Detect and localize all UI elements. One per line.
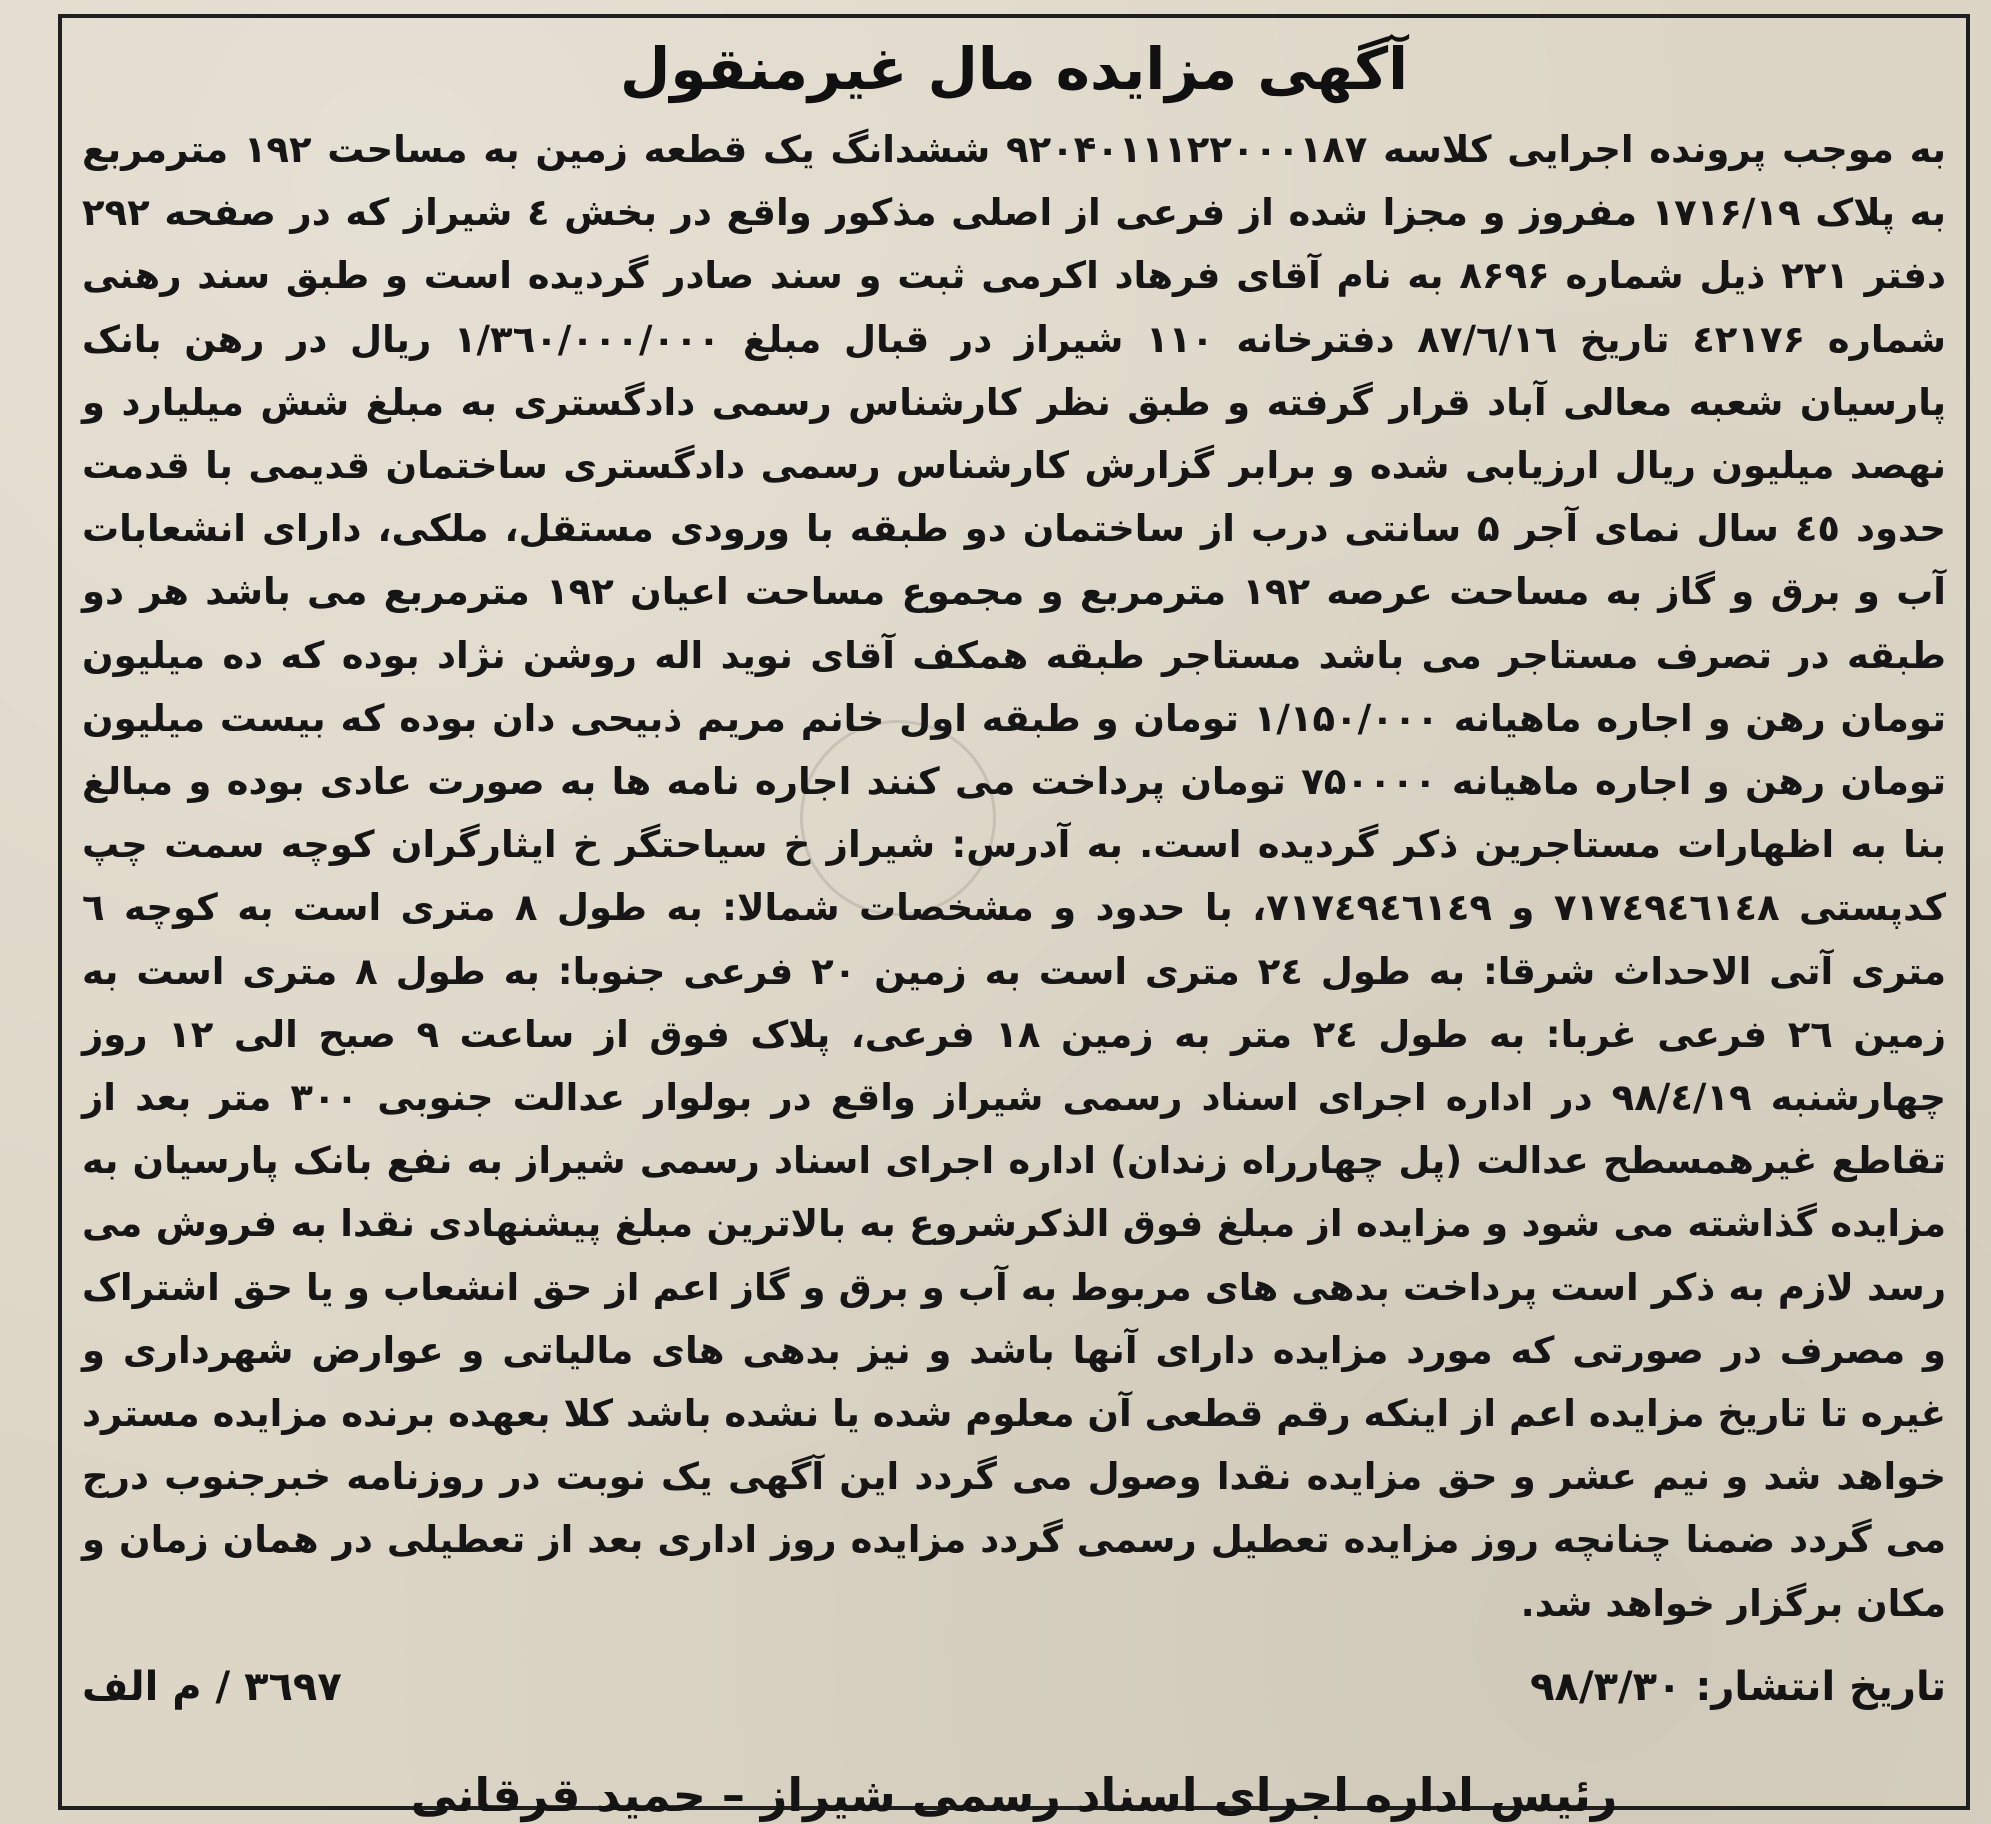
notice-title: آگهی مزایده مال غیرمنقول — [620, 35, 1408, 103]
notice-footer — [82, 1655, 1946, 1719]
notice-body: به موجب پرونده اجرایی کلاسه ۹۲۰۴۰۱۱۱۲۲۰۰۰۱۸۷ ششدانگ یک قطعه زمین به مساحت ۱۹۲ مترمربع به پلاک ۱۷۱۶/۱۹ مفروز و مجزا شده از فرعی از اصلی مذکور واقع در بخش ٤ شیراز که در صفحه ۲۹۲ دفتر ۲۲۱ ذیل شماره ۸۶۹۶ به نام آقای فرهاد اکرمی ثبت و سند صادر گردیده است و طبق سند رهنی شماره ٤۲۱۷۶ تاریخ ۸۷/٦/۱٦ دفترخانه ۱۱۰ شیراز در قبال مبلغ ۱/۳٦۰/۰۰۰/۰۰۰ ریال در رهن بانک پارسیان شعبه معالی آباد قرار گرفته و طبق نظر کارشناس رسمی دادگستری به مبلغ شش میلیارد و نهصد میلیون ریال ارزیابی شده و برابر گزارش کارشناس رسمی دادگستری ساختمان قدیمی با قدمت حدود ٤٥ سال نمای آجر ۵ سانتی درب از ساختمان دو طبقه با ورودی مستقل، ملکی، دارای انشعابات آب و برق و گاز به مساحت عرصه ۱۹۲ مترمربع و مجموع مساحت اعیان ۱۹۲ مترمربع می باشد هر دو طبقه در تصرف مستاجر می باشد مستاجر طبقه همکف آقای نوید اله روشن نژاد بوده که ده میلیون تومان رهن و اجاره ماهیانه ۱/۱۵۰/۰۰۰ تومان و طبقه اول خانم مریم ذبیحی دان بوده که بیست میلیون تومان رهن و اجاره ماهیانه ۷۵۰۰۰۰ تومان پرداخت می کنند اجاره نامه ها به صورت عادی بوده و مبالغ بنا به اظهارات مستاجرین ذکر گردیده است. به آدرس: شیراز خ سیاحتگر خ ایثارگران کوچه سمت چپ کدپستی ۷۱۷٤۹٤٦۱٤۸ و ۷۱۷٤۹٤٦۱٤۹، با حدود و مشخصات شمالا: به طول ۸ متری است به کوچه ٦ متری آتی الاحداث شرقا: به طول ۲٤ متری است به زمین ۲۰ فرعی جنوبا: به طول ۸ متری است به زمین ۲٦ فرعی غربا: به طول ۲٤ متر به زمین ۱۸ فرعی، پلاک فوق از ساعت ۹ صبح الی ۱۲ روز چهارشنبه ۹۸/٤/۱۹ در اداره اجرای اسناد رسمی شیراز واقع در بولوار عدالت جنوبی ۳۰۰ متر بعد از تقاطع غیرهمسطح عدالت (پل چهارراه زندان) اداره اجرای اسناد رسمی شیراز به نفع بانک پارسیان به مزایده گذاشته می شود و مزایده از مبلغ فوق الذکرشروع به بالاترین مبلغ پیشنهادی نقدا به فروش می رسد لازم به ذکر است پرداخت بدهی های مربوط به آب و برق و گاز اعم از حق انشعاب و یا حق اشتراک و مصرف در صورتی که مورد مزایده دارای آنها باشد و نیز بدهی های مالیاتی و عوارض شهرداری و غیره تا تاریخ مزایده اعم از اینکه رقم قطعی آن معلوم شده یا نشده باشد کلا بعهده برنده مزایده مسترد خواهد شد و نیم عشر و حق مزایده نقدا وصول می گردد این آگهی یک نوبت در روزنامه خبرجنوب درج می گردد ضمنا چنانچه روز مزایده تعطیل رسمی گردد مزایده روز اداری بعد از تعطیلی در همان زمان و مکان برگزار خواهد شد. — [82, 128, 1947, 1625]
publish-date: تاریخ انتشار: ۹۸/۳/۳۰ — [1530, 1663, 1946, 1710]
notice-frame — [58, 14, 1970, 1822]
signature-line: رئیس اداره اجرای اسناد رسمی شیراز – حمید قرقانی — [410, 1767, 1618, 1822]
reference-code: ۳٦۹۷ / م الف — [82, 1663, 342, 1710]
